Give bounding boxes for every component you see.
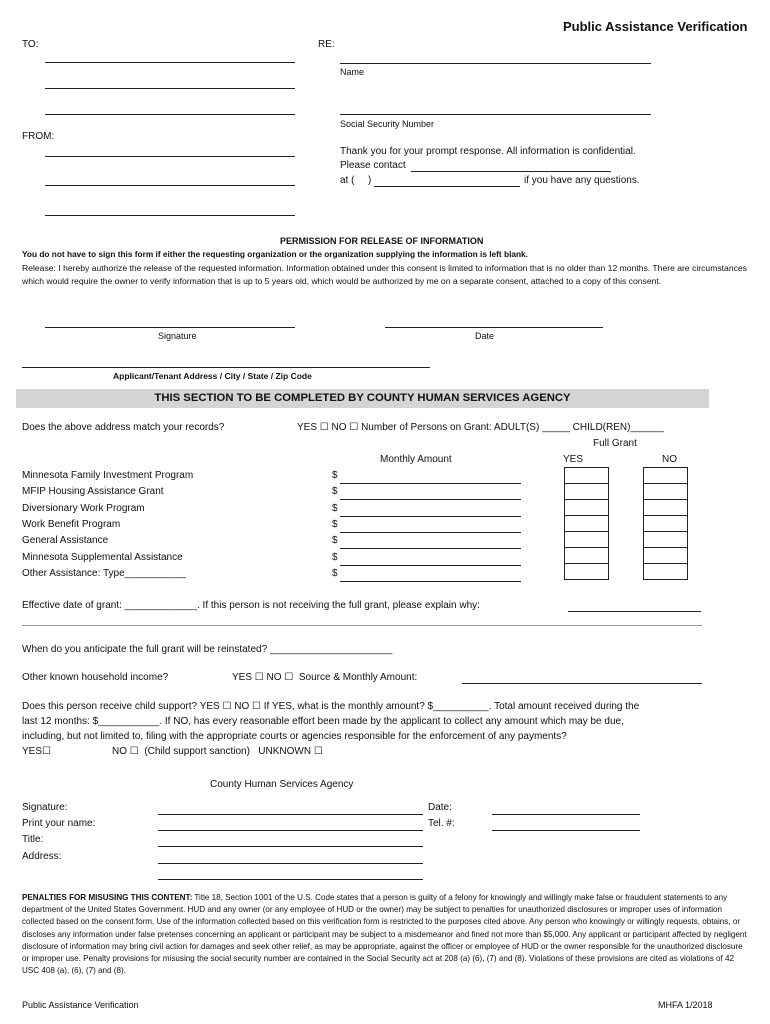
to-line-1[interactable] — [45, 62, 295, 63]
full-grant-yes-box[interactable] — [564, 483, 609, 500]
agency-signature-field[interactable] — [158, 814, 423, 815]
agency-print-name-label: Print your name: — [22, 818, 96, 829]
from-line-3[interactable] — [45, 215, 295, 216]
dollar-sign: $ — [332, 470, 338, 481]
full-grant-header: Full Grant — [593, 438, 637, 449]
no-label: NO — [112, 746, 127, 757]
dollar-sign: $ — [332, 486, 338, 497]
program-label: Diversionary Work Program — [22, 503, 145, 514]
thanks-text: Thank you for your prompt response. All information is confidential. — [340, 146, 636, 157]
amount-field[interactable] — [340, 581, 521, 582]
from-label: FROM: — [22, 131, 55, 142]
sanction-label: (Child support sanction) — [144, 746, 250, 757]
effective-date-row — [22, 600, 480, 611]
full-grant-yes-box[interactable] — [564, 515, 609, 532]
full-grant-no-box[interactable] — [643, 483, 688, 500]
source-amount-label: Source & Monthly Amount: — [298, 672, 418, 683]
child-support-line-3: including, but not limited to, filing with the appropriate courts or agencies responsible for the enforcement of any payments? — [22, 731, 567, 742]
footer-form-code: MHFA 1/2018 — [658, 1000, 713, 1010]
dollar-sign: $ — [332, 535, 338, 546]
reinstated-row — [22, 644, 392, 655]
to-label: TO: — [22, 39, 39, 50]
monthly-amount-header: Monthly Amount — [380, 454, 452, 465]
ssn-line[interactable] — [340, 114, 651, 115]
not-full-grant-question: . If this person is not receiving the full grant, please explain why: — [196, 600, 480, 611]
agency-title-label: Title: — [22, 834, 44, 845]
date-label: Date — [475, 331, 495, 341]
program-label: Minnesota Supplemental Assistance — [22, 552, 183, 563]
children-count-field[interactable]: ______ — [630, 422, 664, 433]
dollar-sign: $ — [332, 503, 338, 514]
child-support-line-1: Does this person receive child support? YES ☐ NO ☐ If YES, what is the monthly amount? $__________. Total amount received during the — [22, 701, 640, 712]
from-line-1[interactable] — [45, 156, 295, 157]
agency-print-name-field[interactable] — [158, 830, 423, 831]
persons-label: Number of Persons on Grant: ADULT(S) — [361, 422, 540, 433]
signature-label: Signature — [158, 331, 197, 341]
full-grant-yes-box[interactable] — [564, 499, 609, 516]
effort-unknown-checkbox[interactable]: ☐ — [313, 746, 323, 757]
date-line[interactable] — [385, 327, 603, 328]
full-grant-yes-box[interactable] — [564, 547, 609, 564]
agency-address-field-2[interactable] — [158, 879, 423, 880]
address-match-options — [297, 422, 664, 433]
explain-line-2[interactable] — [22, 625, 702, 626]
address-label: Applicant/Tenant Address / City / State / Zip Code — [113, 371, 312, 381]
agency-signature-label: Signature: — [22, 802, 68, 813]
footer-form-name: Public Assistance Verification — [22, 1000, 139, 1010]
address-no-checkbox[interactable]: ☐ — [349, 422, 359, 433]
section-banner-text: THIS SECTION TO BE COMPLETED BY COUNTY HUMAN SERVICES AGENCY — [154, 392, 571, 404]
agency-date-label: Date: — [428, 802, 452, 813]
release-text: Release: I hereby authorize the release of the requested information. Information obtained under this consent is limited to information that is no older than 12 months. There are circumstances which would require the owner to verify information that is up to 5 years old, which would be authorized by me on a separate consent, attached to a copy of this consent. — [22, 263, 747, 286]
amount-field[interactable] — [340, 565, 521, 566]
amount-field[interactable] — [340, 516, 521, 517]
re-label: RE: — [318, 39, 335, 50]
income-yes-checkbox[interactable]: ☐ — [254, 672, 264, 683]
agency-title: County Human Services Agency — [210, 779, 354, 790]
agency-address-label: Address: — [22, 851, 62, 862]
agency-tel-label: Tel. #: — [428, 818, 455, 829]
penalties-heading: PENALTIES FOR MISUSING THIS CONTENT: — [22, 893, 193, 902]
from-line-2[interactable] — [45, 185, 295, 186]
unknown-label: UNKNOWN — [258, 746, 312, 757]
contact-name-line[interactable] — [411, 171, 611, 172]
program-label: Minnesota Family Investment Program — [22, 470, 194, 481]
no-label: NO — [331, 422, 347, 433]
no-label: NO — [266, 672, 282, 683]
full-grant-yes-box[interactable] — [564, 467, 609, 484]
program-label: MFIP Housing Assistance Grant — [22, 486, 164, 497]
yes-column-header: YES — [563, 454, 584, 465]
income-no-checkbox[interactable]: ☐ — [284, 672, 294, 683]
signature-line[interactable] — [45, 327, 295, 328]
dollar-sign: $ — [332, 568, 338, 579]
permission-heading: PERMISSION FOR RELEASE OF INFORMATION — [280, 236, 484, 246]
effective-date-label: Effective date of grant: — [22, 600, 122, 611]
form-title: Public Assistance Verification — [563, 19, 748, 34]
program-label: Work Benefit Program — [22, 519, 121, 530]
amount-field[interactable] — [340, 548, 521, 549]
phone-line[interactable] — [374, 186, 520, 187]
full-grant-no-box[interactable] — [643, 467, 688, 484]
agency-address-field[interactable] — [158, 863, 423, 864]
amount-field[interactable] — [340, 499, 521, 500]
effective-date-field[interactable]: _____________ — [124, 600, 197, 611]
amount-field[interactable] — [340, 532, 521, 533]
yes-label: YES — [297, 422, 318, 433]
yes-label: YES — [232, 672, 253, 683]
full-grant-no-box[interactable] — [643, 499, 688, 516]
program-label: General Assistance — [22, 535, 109, 546]
full-grant-no-box[interactable] — [643, 515, 688, 532]
other-income-options — [232, 672, 417, 683]
to-line-3[interactable] — [45, 114, 295, 115]
penalties-text: Title 18, Section 1001 of the U.S. Code states that a person is guilty of a felony for knowingly and willingly make false or fraudulent statements to any department of the United States Government. HUD and any owner (or any employee of HUD or the owner) may be subject to penalties for unauthorized disclosures or improper uses of information collected based on the consent form. Use of the information collected based on this verification form is restricted to the purposes cited above. Any person who knowingly or willingly requests, obtains, or discloses any information under false pretenses concerning an applicant or participant may be subject to a misdemeanor and fined not more than $5,000. Any applicant or participant affected by negligent disclosure of information may bring civil action for damages and seek other relief, as may be appropriate, against the officer or employee of HUD or the owner responsible for the unauthorized disclosure or improper use. Penalty provisions for misusing the social security number are contained in the Social Security act at 208 (a) (6), (7) and (8). Violations of these provisions are cited as violations of 42 USC 408 (a), (6), (7) and (8). — [22, 893, 747, 976]
address-match-question: Does the above address match your records? — [22, 422, 225, 433]
full-grant-no-box[interactable] — [643, 547, 688, 564]
address-line[interactable] — [22, 367, 430, 368]
questions-text: if you have any questions. — [524, 175, 640, 186]
full-grant-yes-box[interactable] — [564, 563, 609, 580]
dollar-sign: $ — [332, 519, 338, 530]
at-close: ) — [368, 175, 372, 186]
reinstated-question: When do you anticipate the full grant will be reinstated? — [22, 644, 268, 655]
yes-label: YES — [22, 746, 43, 757]
ssn-label: Social Security Number — [340, 119, 435, 129]
source-amount-field[interactable] — [462, 683, 702, 684]
please-contact-label: Please contact — [340, 160, 406, 171]
adult-count-field[interactable]: _____ — [542, 422, 570, 433]
effort-no-checkbox[interactable]: ☐ — [129, 746, 139, 757]
children-label: CHILD(REN) — [572, 422, 631, 433]
reinstated-field[interactable]: ______________________ — [269, 644, 393, 655]
agency-title-field[interactable] — [158, 846, 423, 847]
full-grant-yes-box[interactable] — [564, 531, 609, 548]
child-support-no — [112, 746, 323, 757]
dollar-sign: $ — [332, 552, 338, 563]
other-income-question: Other known household income? — [22, 672, 169, 683]
full-grant-no-box[interactable] — [643, 531, 688, 548]
amount-field[interactable] — [340, 483, 521, 484]
effort-yes-checkbox[interactable]: ☐ — [42, 746, 51, 757]
name-line[interactable] — [340, 63, 651, 64]
child-support-line-2: last 12 months: $___________. If NO, has every reasonable effort been made by the applicant to collect any amount which may be due, — [22, 716, 624, 727]
agency-tel-field[interactable] — [492, 830, 640, 831]
section-banner — [16, 389, 709, 408]
program-label: Other Assistance: Type___________ — [22, 568, 186, 579]
agency-date-field[interactable] — [492, 814, 640, 815]
explain-field[interactable] — [568, 611, 701, 612]
full-grant-no-box[interactable] — [643, 563, 688, 580]
at-open: at ( — [340, 175, 355, 186]
child-support-yes — [22, 746, 51, 757]
no-column-header: NO — [662, 454, 677, 465]
address-yes-checkbox[interactable]: ☐ — [319, 422, 329, 433]
to-line-2[interactable] — [45, 88, 295, 89]
permission-note: You do not have to sign this form if either the requesting organization or the organization supplying the information is left blank. — [22, 249, 528, 259]
penalties-paragraph — [22, 892, 750, 977]
name-label: Name — [340, 67, 365, 77]
